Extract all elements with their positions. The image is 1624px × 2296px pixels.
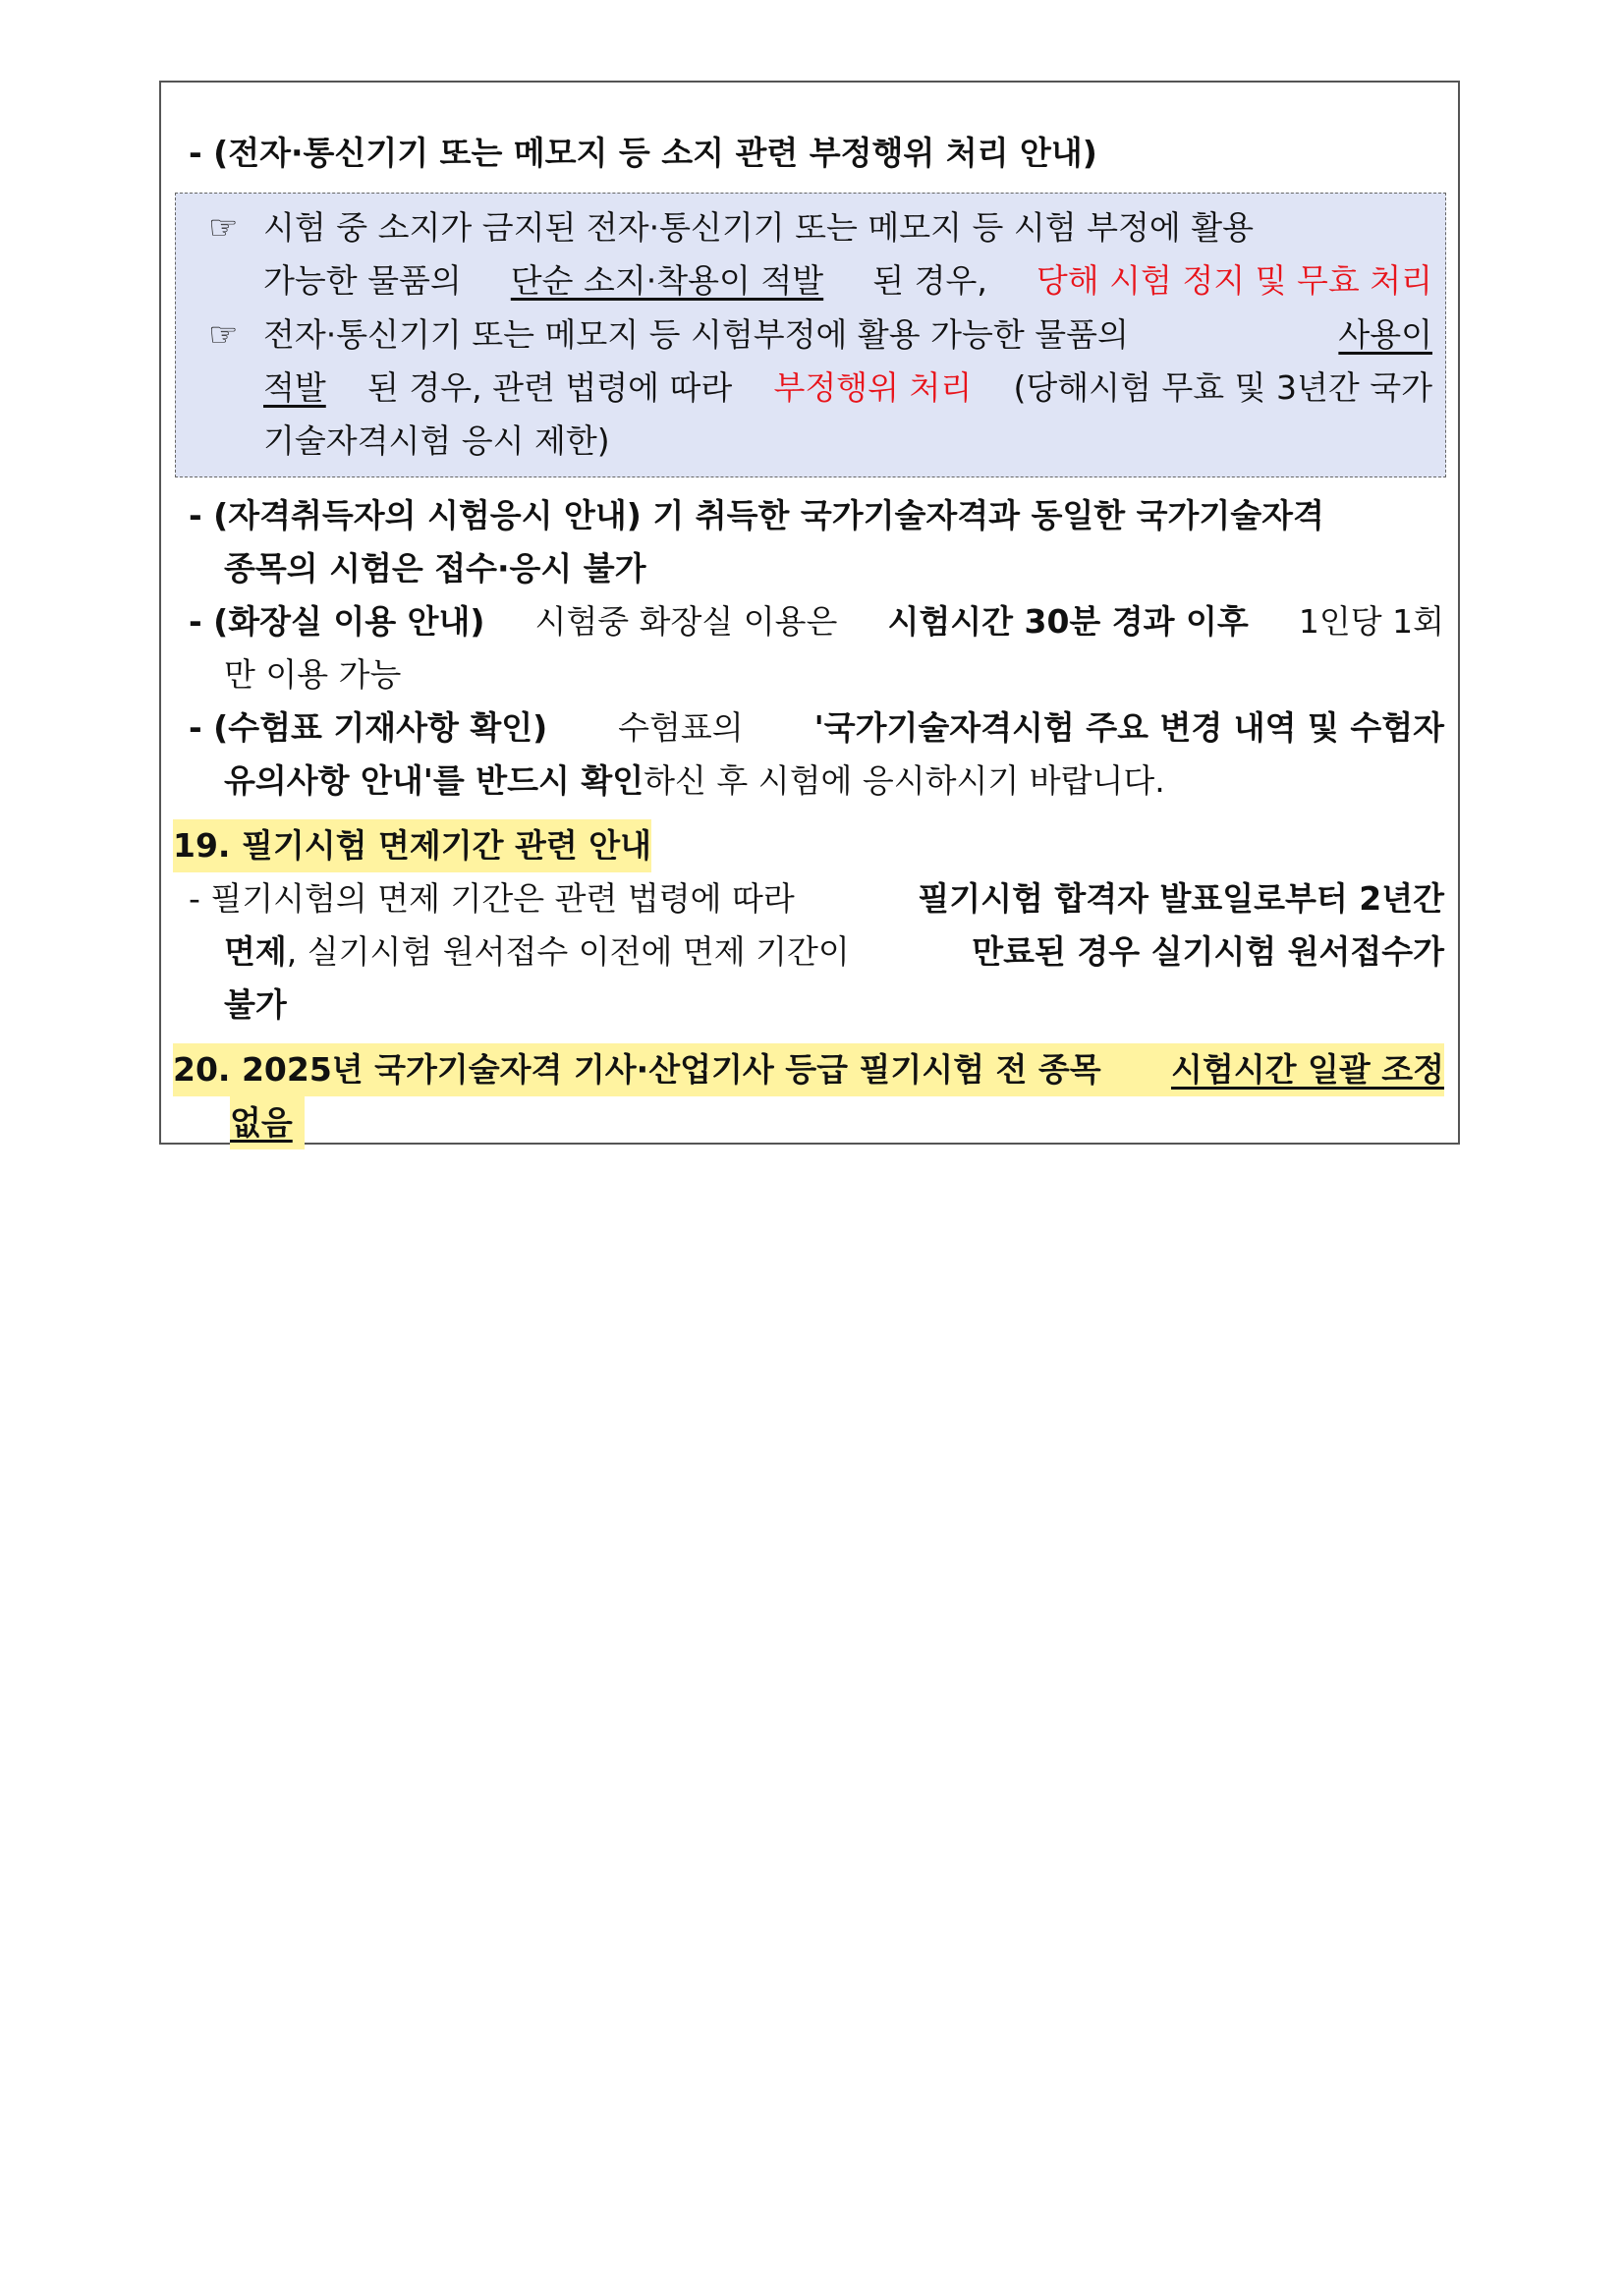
section-19-title: 19. 필기시험 면제기간 관련 안내 — [173, 819, 665, 872]
cert-holder-line2: 종목의 시험은 접수·응시 불가 — [224, 549, 646, 588]
section-19-line2: 면제 , 실기시험 원서접수 이전에 면제 기간이 만료된 경우 실기시험 원서접수가 — [224, 932, 1444, 971]
pointing-hand-icon: ☞ — [208, 315, 239, 355]
ticket-line2: 유의사항 안내'를 반드시 확인 하신 후 시험에 응시하시기 바랍니다. — [224, 761, 1165, 800]
device-section-title: - (전자·통신기기 또는 메모지 등 소지 관련 부정행위 처리 안내) — [189, 134, 1097, 172]
section-19-line3: 불가 — [224, 985, 287, 1024]
section-19-line1: - 필기시험의 면제 기간은 관련 법령에 따라 필기시험 합격자 발표일로부터 2년간 — [189, 879, 1444, 918]
notice-item2-line3: 기술자격시험 응시 제한) — [263, 421, 610, 460]
notice-item2-line1: 전자·통신기기 또는 메모지 등 시험부정에 활용 가능한 물품의 사용이 — [263, 315, 1432, 354]
section-20-line1: 20. 2025년 국가기술자격 기사·산업기사 등급 필기시험 전 종목 시험시간 일괄 조정 — [173, 1043, 1444, 1096]
restroom-line1: - (화장실 이용 안내) 시험중 화장실 이용은 시험시간 30분 경과 이후 1인당 1회 — [189, 602, 1444, 641]
ticket-line1: - (수험표 기재사항 확인) 수험표의 '국가기술자격시험 주요 변경 내역 및 수험자 — [189, 708, 1444, 747]
section-20-line2: 없음 — [230, 1096, 318, 1149]
restroom-line2: 만 이용 가능 — [224, 655, 402, 694]
notice-item2-line2: 적발 된 경우, 관련 법령에 따라 부정행위 처리 (당해시험 무효 및 3년간 국가 — [263, 368, 1432, 407]
cert-holder-line1: - (자격취득자의 시험응시 안내) 기 취득한 국가기술자격과 동일한 국가기술자격 — [189, 496, 1324, 534]
pointing-hand-icon: ☞ — [208, 208, 239, 248]
notice-item1-line2: 가능한 물품의 단순 소지·착용이 적발 된 경우, 당해 시험 정지 및 무효 처리 — [263, 261, 1432, 300]
notice-item1-line1: 시험 중 소지가 금지된 전자·통신기기 또는 메모지 등 시험 부정에 활용 — [263, 208, 1254, 247]
